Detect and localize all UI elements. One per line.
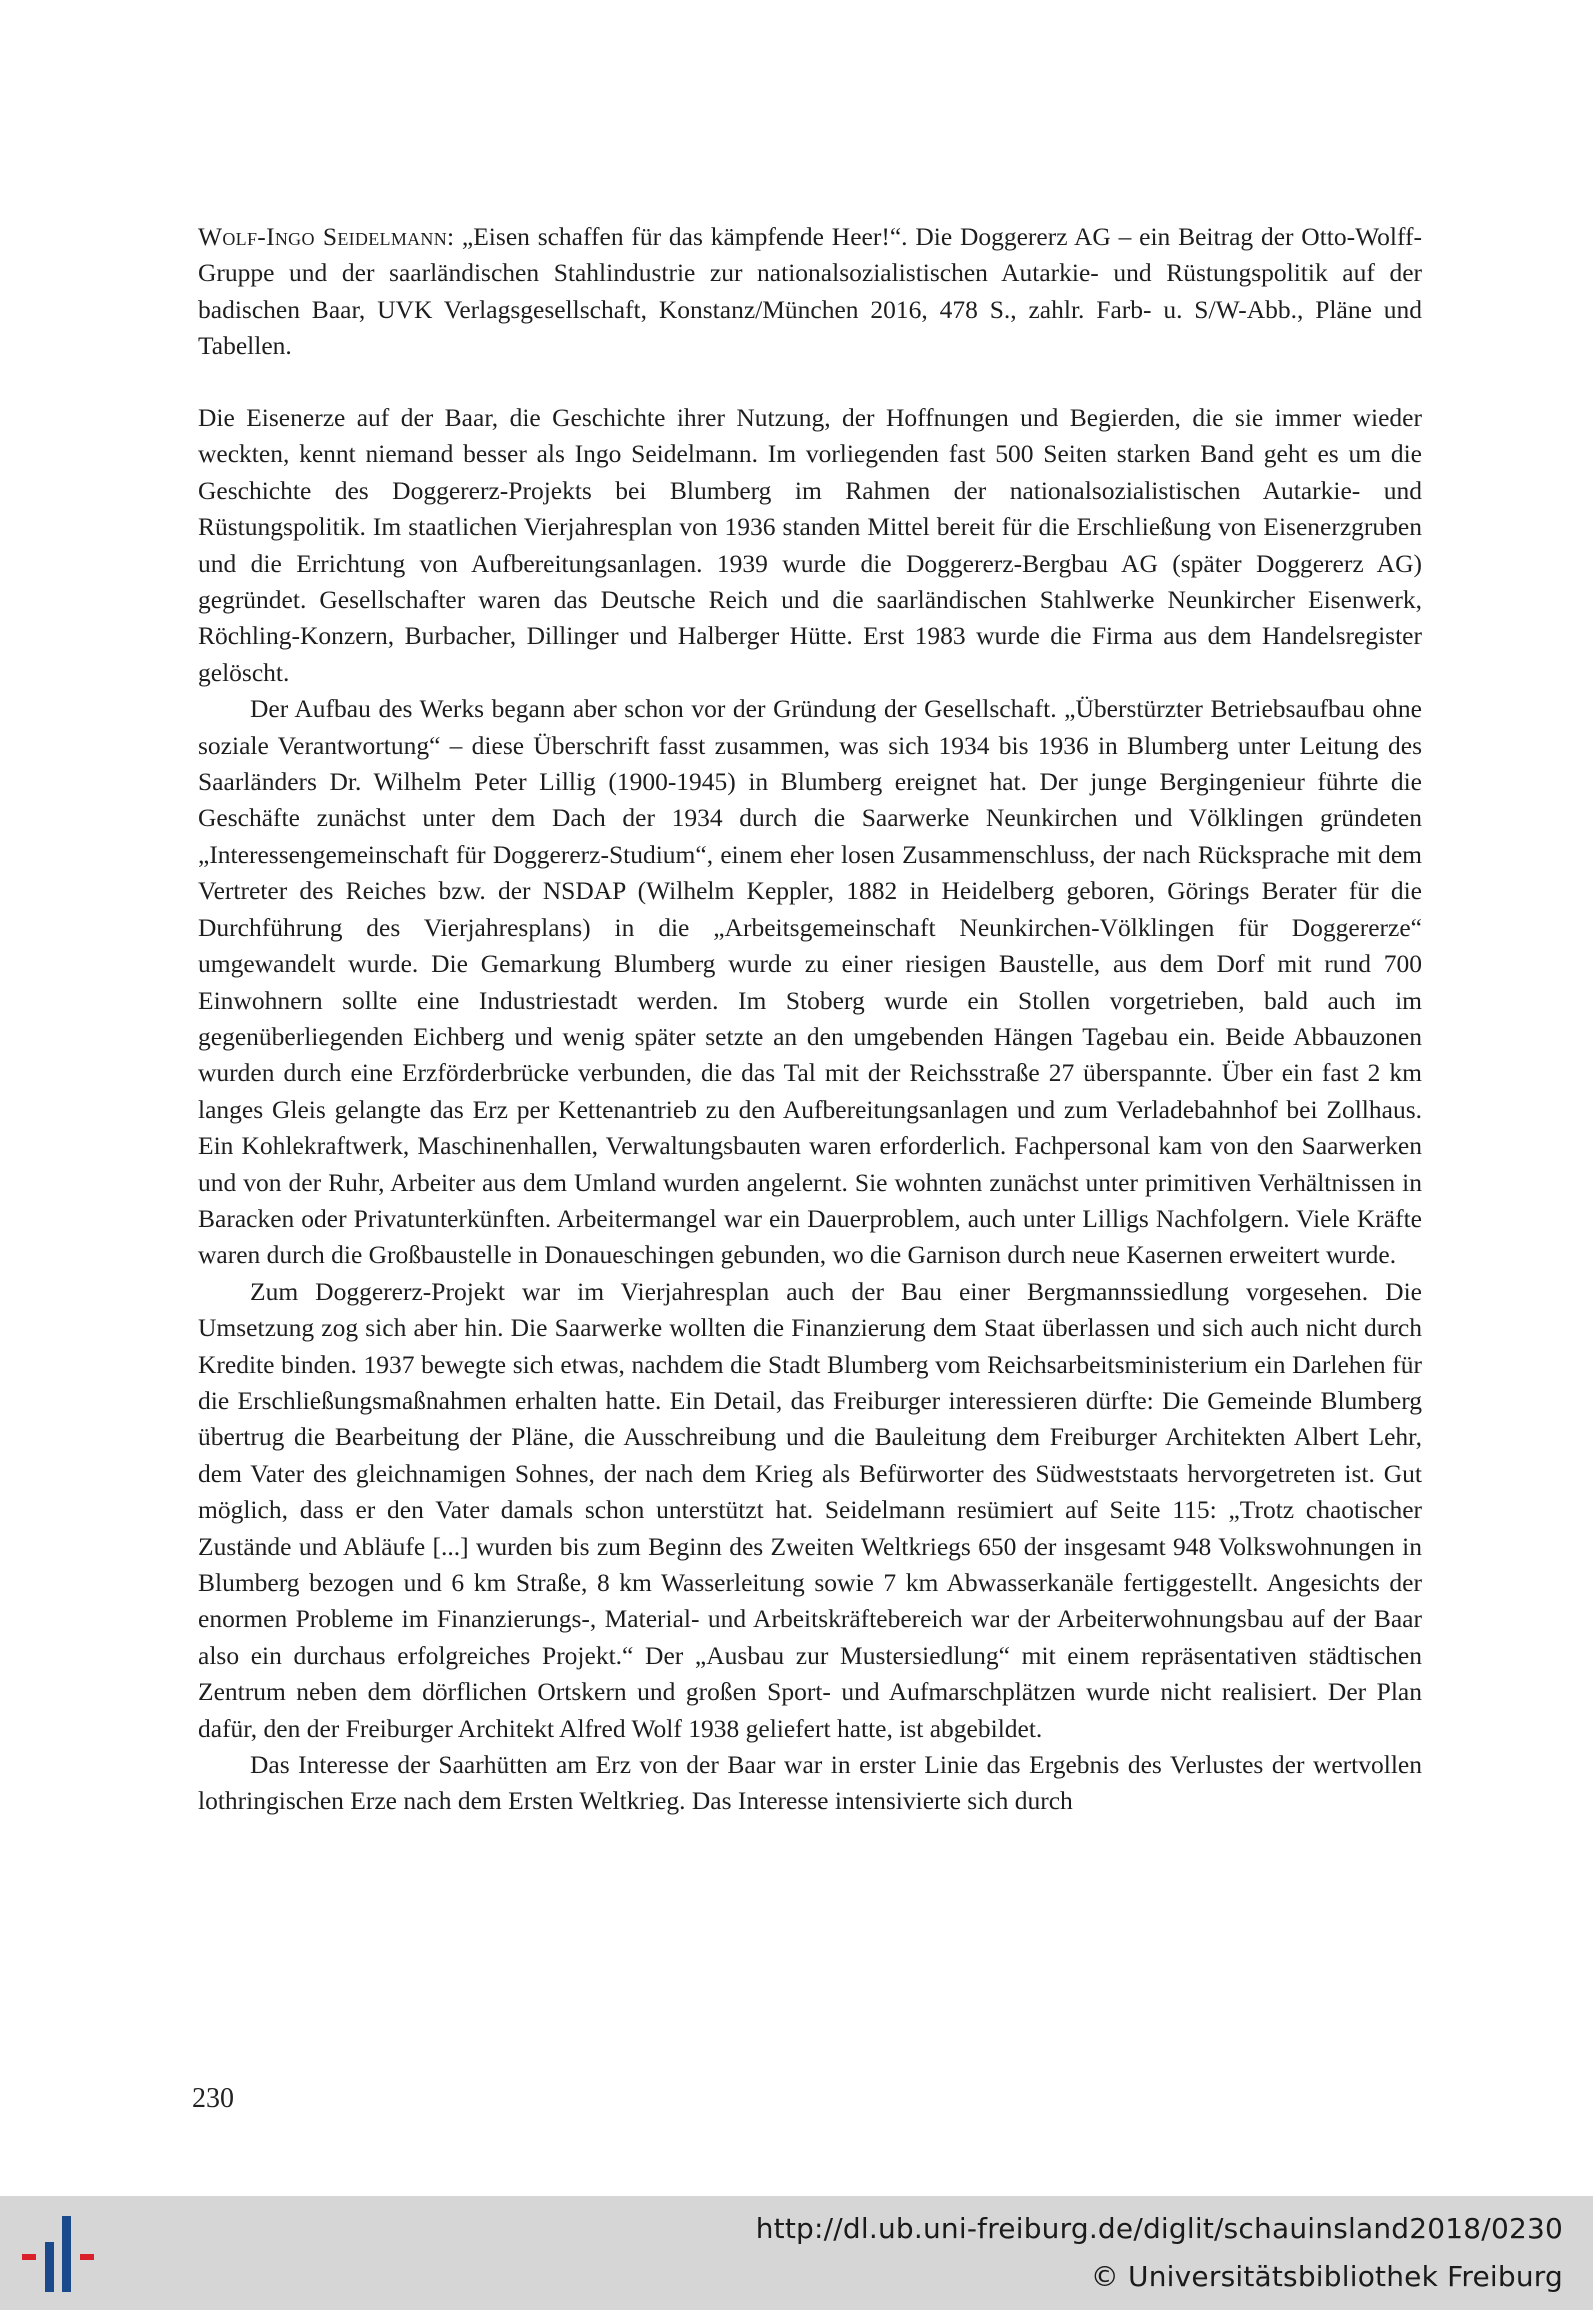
footer-url-link[interactable]: http://dl.ub.uni-freiburg.de/diglit/schauinsland2018/0230 (755, 2212, 1563, 2245)
footer-bar (0, 2196, 1593, 2310)
library-logo-icon (18, 2212, 102, 2296)
review-body (198, 400, 1422, 1820)
review-author: Wolf-Ingo Seidelmann (198, 222, 448, 251)
review-citation-text: : „Eisen schaffen für das kämpfende Heer!“. Die Doggererz AG – ein Beitrag der Otto-Wolff-Gruppe und der saarländischen Stahlindustrie zur nationalsozialistischen Autarkie- und Rüstungspolitik auf der badischen Baar, UVK Verlagsgesellschaft, Konstanz/München 2016, 478 S., zahlr. Farb- u. S/W-Abb., Pläne und Tabellen. (198, 222, 1423, 361)
body-paragraph: Die Eisenerze auf der Baar, die Geschichte ihrer Nutzung, der Hoffnungen und Begierden, die sie immer wieder weckten, kennt niemand besser als Ingo Seidelmann. Im vorliegenden fast 500 Seiten starken Band geht es um die Geschichte des Doggererz-Projekts bei Blumberg im Rahmen der nationalsozialistischen Autarkie- und Rüstungspolitik. Im staatlichen Vierjahresplan von 1936 standen Mittel bereit für die Erschließung von Eisenerzgruben und die Errichtung von Aufbereitungsanlagen. 1939 wurde die Doggererz-Bergbau AG (später Doggererz AG) gegründet. Gesellschafter waren das Deutsche Reich und die saarländischen Stahlwerke Neunkircher Eisenwerk, Röchling-Konzern, Burbacher, Dillinger und Halberger Hütte. Erst 1983 wurde die Firma aus dem Handelsregister gelöscht. (198, 403, 1422, 687)
body-paragraph: Zum Doggererz-Projekt war im Vierjahresplan auch der Bau einer Bergmannssiedlung vorgesehen. Die Umsetzung zog sich aber hin. Die Saarwerke wollten die Finanzierung dem Staat überlassen und sich auch nicht durch Kredite binden. 1937 bewegte sich etwas, nachdem die Stadt Blumberg vom Reichsarbeitsministerium ein Darlehen für die Erschließungsmaßnahmen erhalten hatte. Ein Detail, das Freiburger interessieren dürfte: Die Gemeinde Blumberg übertrug die Bearbeitung der Pläne, die Ausschreibung und die Bauleitung dem Freiburger Architekten Albert Lehr, dem Vater des gleichnamigen Sohnes, der nach dem Krieg als Befürworter des Südweststaats hervorgetreten ist. Gut möglich, dass er den Vater damals schon unterstützt hat. Seidelmann resümiert auf Seite 115: „Trotz chaotischer Zustände und Abläufe [...] wurden bis zum Beginn des Zweiten Weltkriegs 650 der insgesamt 948 Volkswohnungen in Blumberg bezogen und 6 km Straße, 8 km Wasserleitung sowie 7 km Abwasserkanäle fertiggestellt. Angesichts der enormen Probleme im Finanzierungs-, Material- und Arbeitskräftebereich war der Arbeiterwohnungsbau auf der Baar also ein durchaus erfolgreiches Projekt.“ Der „Ausbau zur Mustersiedlung“ mit einem repräsentativen städtischen Zentrum neben dem dörflichen Ortskern und großen Sport- und Aufmarschplätzen wurde nicht realisiert. Der Plan dafür, den der Freiburger Architekt Alfred Wolf 1938 geliefert hatte, ist abgebildet. (198, 1276, 1422, 1743)
footer-copyright: © Universitätsbibliothek Freiburg (1090, 2260, 1563, 2293)
body-paragraph: Das Interesse der Saarhütten am Erz von der Baar war in erster Linie das Ergebnis des Verlustes der wertvollen lothringischen Erze nach dem Ersten Weltkrieg. Das Interesse intensivierte sich durch (198, 1750, 1422, 1816)
review-citation (198, 219, 1422, 365)
page-number: 230 (192, 2083, 234, 2114)
body-paragraph: Der Aufbau des Werks begann aber schon vor der Gründung der Gesellschaft. „Überstürzter Betriebsaufbau ohne soziale Verantwortung“ – diese Überschrift fasst zusammen, was sich 1934 bis 1936 in Blumberg unter Leitung des Saarländers Dr. Wilhelm Peter Lillig (1900-1945) in Blumberg ereignet hat. Der junge Bergingenieur führte die Geschäfte zunächst unter dem Dach der 1934 durch die Saarwerke Neunkirchen und Völklingen gründeten „Interessengemeinschaft für Doggererz-Studium“, einem eher losen Zusammenschluss, der nach Rücksprache mit dem Vertreter des Reiches bzw. der NSDAP (Wilhelm Keppler, 1882 in Heidelberg geboren, Görings Berater für die Durchführung des Vierjahresplans) in die „Arbeitsgemeinschaft Neunkirchen-Völklingen für Doggererze“ umgewandelt wurde. Die Gemarkung Blumberg wurde zu einer riesigen Baustelle, aus dem Dorf mit rund 700 Einwohnern sollte eine Industriestadt werden. Im Stoberg wurde ein Stollen vorgetrieben, bald auch im gegenüberliegenden Eichberg und wenig später setzte an den umgebenden Hängen Tagebau ein. Beide Abbauzonen wurden durch eine Erzförderbrücke verbunden, die das Tal mit der Reichsstraße 27 überspannte. Über ein fast 2 km langes Gleis gelangte das Erz per Kettenantrieb zu den Aufbereitungsanlagen und zum Verladebahnhof bei Zollhaus. Ein Kohlekraftwerk, Maschinenhallen, Verwaltungsbauten waren erforderlich. Fachpersonal kam von den Saarwerken und von der Ruhr, Arbeiter aus dem Umland wurden angelernt. Sie wohnten zunächst unter primitiven Verhältnissen in Baracken oder Privatunterkünften. Arbeitermangel war ein Dauerproblem, auch unter Lilligs Nachfolgern. Viele Kräfte waren durch die Großbaustelle in Donaueschingen gebunden, wo die Garnison durch neue Kasernen erweitert wurde. (198, 694, 1422, 1270)
